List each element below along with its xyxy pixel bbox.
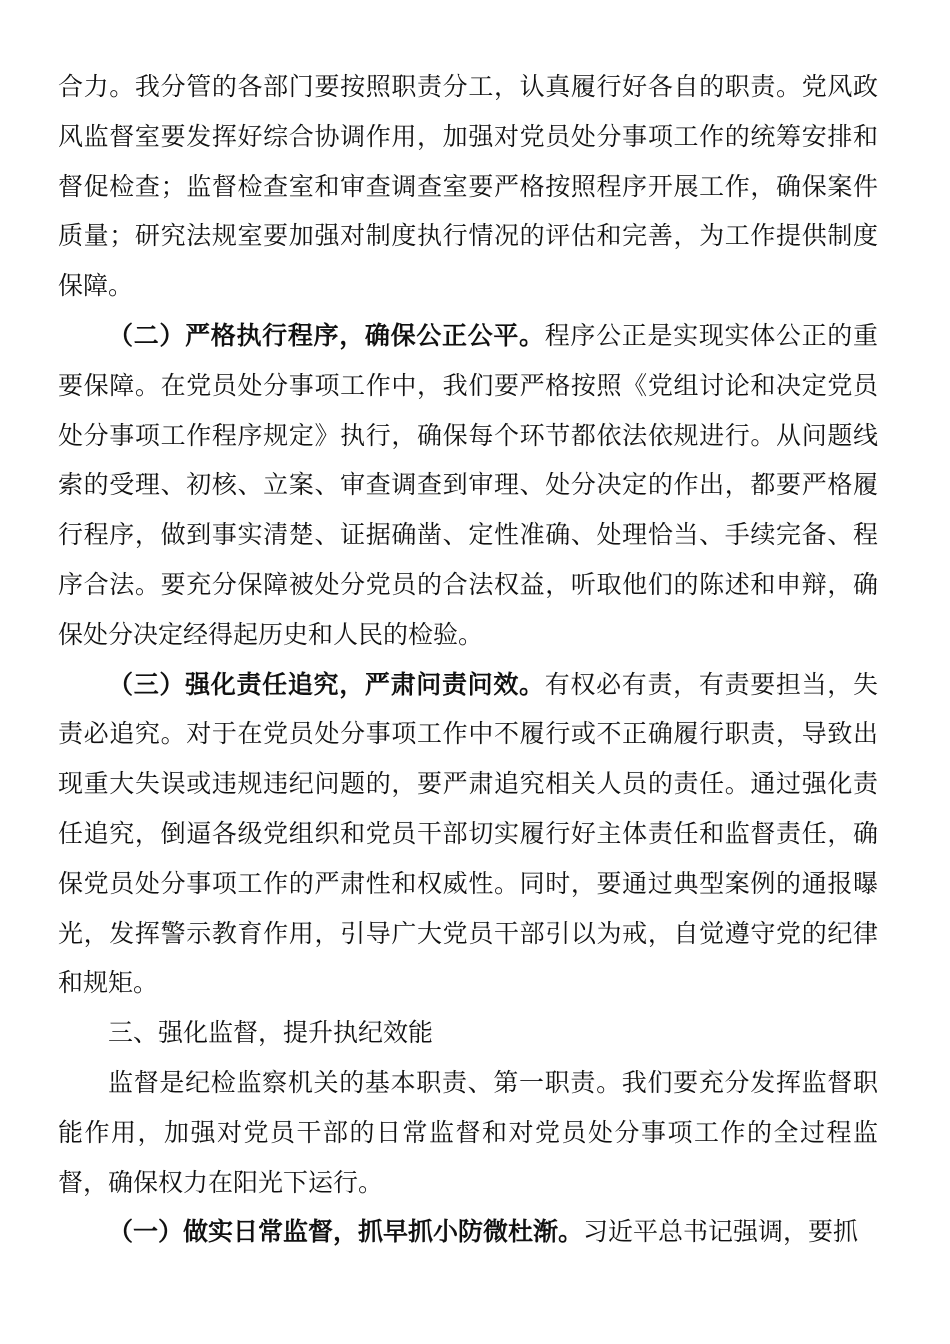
paragraph-lead-procedure: （二）严格执行程序，确保公正公平。 — [108, 320, 545, 350]
paragraph-procedure — [58, 311, 878, 660]
paragraph-body-accountability: 有权必有责，有责要担当，失责必追究。对于在党员处分事项工作中不履行或不正确履行职责，导致出现重大失误或违规违纪问题的，要严肃追究相关人员的责任。通过强化责任追究，倒逼各级党组织和党员干部切实履行好主体责任和监督责任，确保党员处分事项工作的严肃性和权威性。同时，要通过典型案例的通报曝光，发挥警示教育作用，引导广大党员干部引以为戒，自觉遵守党的纪律和规矩。 — [58, 669, 878, 998]
paragraph-lead-accountability: （三）强化责任追究，严肃问责问效。 — [108, 669, 545, 699]
paragraph-lead-daily-supervision: （一）做实日常监督，抓早抓小防微杜渐。 — [108, 1217, 584, 1247]
document-page — [58, 62, 878, 1257]
paragraph-supervision: 监督是纪检监察机关的基本职责、第一职责。我们要充分发挥监督职能作用，加强对党员干部的日常监督和对党员处分事项工作的全过程监督，确保权力在阳光下运行。 — [58, 1067, 878, 1197]
section-heading: 三、强化监督，提升执纪效能 — [108, 1018, 434, 1048]
paragraph-body-daily-supervision: 习近平总书记强调，要抓 — [583, 1217, 859, 1247]
paragraph-daily-supervision — [58, 1207, 878, 1257]
paragraph-continuation: 合力。我分管的各部门要按照职责分工，认真履行好各自的职责。党风政风监督室要发挥好综合协调作用，加强对党员处分事项工作的统筹安排和督促检查；监督检查室和审查调查室要严格按照程序开展工作，确保案件质量；研究法规室要加强对制度执行情况的评估和完善，为工作提供制度保障。 — [58, 72, 878, 301]
paragraph-body-procedure: 程序公正是实现实体公正的重要保障。在党员处分事项工作中，我们要严格按照《党组讨论和决定党员处分事项工作程序规定》执行，确保每个环节都依法依规进行。从问题线索的受理、初核、立案、审查调查到审理、处分决定的作出，都要严格履行程序，做到事实清楚、证据确凿、定性准确、处理恰当、手续完备、程序合法。要充分保障被处分党员的合法权益，听取他们的陈述和申辩，确保处分决定经得起历史和人民的检验。 — [58, 320, 878, 649]
paragraph-accountability — [58, 660, 878, 1009]
